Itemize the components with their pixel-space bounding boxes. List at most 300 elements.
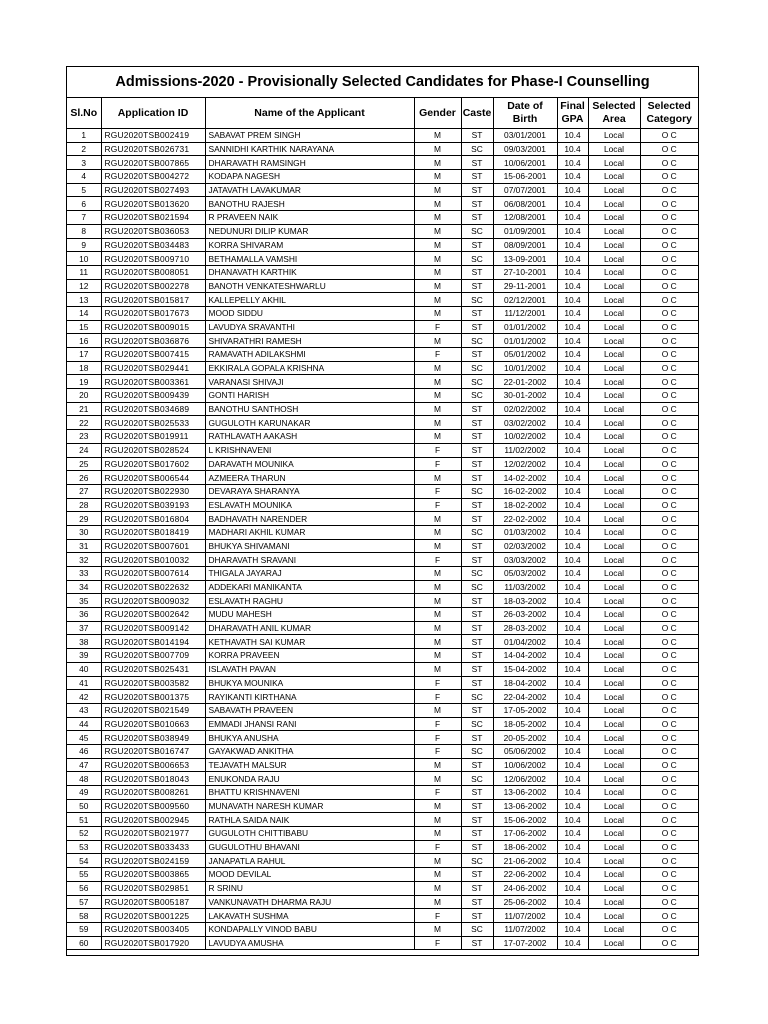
cell-date-of-birth: 17-05-2002 <box>493 703 557 717</box>
table-row <box>67 717 698 731</box>
cell-gender: M <box>414 252 461 266</box>
cell-application-id: RGU2020TSB001375 <box>101 690 205 704</box>
cell-selected-category: O C <box>640 265 698 279</box>
cell-selected-area: Local <box>588 457 640 471</box>
cell-slno: 46 <box>67 744 101 758</box>
cell-selected-category: O C <box>640 129 698 143</box>
cell-applicant-name: R PRAVEEN NAIK <box>205 211 414 225</box>
cell-applicant-name: EMMADI JHANSI RANI <box>205 717 414 731</box>
cell-selected-category: O C <box>640 690 698 704</box>
cell-selected-area: Local <box>588 827 640 841</box>
cell-selected-area: Local <box>588 676 640 690</box>
cell-gender: M <box>414 430 461 444</box>
cell-selected-category: O C <box>640 306 698 320</box>
cell-final-gpa: 10.4 <box>557 197 588 211</box>
cell-slno: 6 <box>67 197 101 211</box>
table-row <box>67 484 698 498</box>
cell-selected-area: Local <box>588 197 640 211</box>
cell-gender: F <box>414 348 461 362</box>
cell-applicant-name: BANOTH VENKATESHWARLU <box>205 279 414 293</box>
cell-selected-category: O C <box>640 786 698 800</box>
cell-gender: M <box>414 813 461 827</box>
cell-applicant-name: ISLAVATH PAVAN <box>205 662 414 676</box>
table-row <box>67 389 698 403</box>
cell-caste: ST <box>461 895 493 909</box>
cell-caste: SC <box>461 854 493 868</box>
cell-selected-category: O C <box>640 375 698 389</box>
cell-selected-category: O C <box>640 279 698 293</box>
cell-selected-area: Local <box>588 183 640 197</box>
cell-selected-area: Local <box>588 224 640 238</box>
cell-application-id: RGU2020TSB029441 <box>101 361 205 375</box>
cell-applicant-name: BHATTU KRISHNAVENI <box>205 786 414 800</box>
cell-date-of-birth: 29-11-2001 <box>493 279 557 293</box>
cell-caste: SC <box>461 389 493 403</box>
table-row <box>67 799 698 813</box>
cell-slno: 60 <box>67 936 101 950</box>
cell-applicant-name: GUGULOTHU BHAVANI <box>205 840 414 854</box>
cell-final-gpa: 10.4 <box>557 211 588 225</box>
cell-final-gpa: 10.4 <box>557 758 588 772</box>
cell-applicant-name: SANNIDHI KARTHIK NARAYANA <box>205 142 414 156</box>
cell-date-of-birth: 06/08/2001 <box>493 197 557 211</box>
cell-final-gpa: 10.4 <box>557 662 588 676</box>
table-row <box>67 662 698 676</box>
cell-caste: ST <box>461 457 493 471</box>
cell-gender: M <box>414 868 461 882</box>
cell-date-of-birth: 28-03-2002 <box>493 621 557 635</box>
cell-caste: ST <box>461 799 493 813</box>
cell-selected-area: Local <box>588 402 640 416</box>
cell-application-id: RGU2020TSB028524 <box>101 443 205 457</box>
cell-final-gpa: 10.4 <box>557 567 588 581</box>
cell-gender: M <box>414 758 461 772</box>
cell-caste: ST <box>461 129 493 143</box>
cell-application-id: RGU2020TSB009142 <box>101 621 205 635</box>
cell-selected-area: Local <box>588 649 640 663</box>
cell-applicant-name: MOOD SIDDU <box>205 306 414 320</box>
cell-date-of-birth: 11/07/2002 <box>493 922 557 936</box>
cell-caste: ST <box>461 402 493 416</box>
cell-caste: ST <box>461 840 493 854</box>
cell-gender: M <box>414 567 461 581</box>
table-row <box>67 156 698 170</box>
cell-selected-category: O C <box>640 772 698 786</box>
cell-caste: SC <box>461 142 493 156</box>
cell-applicant-name: ESLAVATH RAGHU <box>205 594 414 608</box>
cell-slno: 34 <box>67 580 101 594</box>
cell-slno: 4 <box>67 170 101 184</box>
cell-applicant-name: EKKIRALA GOPALA KRISHNA <box>205 361 414 375</box>
cell-selected-category: O C <box>640 320 698 334</box>
cell-gender: M <box>414 895 461 909</box>
cell-caste: ST <box>461 170 493 184</box>
cell-gender: F <box>414 320 461 334</box>
cell-gender: M <box>414 197 461 211</box>
cell-slno: 13 <box>67 293 101 307</box>
cell-applicant-name: DHANAVATH KARTHIK <box>205 265 414 279</box>
table-row <box>67 594 698 608</box>
cell-final-gpa: 10.4 <box>557 156 588 170</box>
cell-date-of-birth: 22-06-2002 <box>493 868 557 882</box>
cell-final-gpa: 10.4 <box>557 252 588 266</box>
cell-applicant-name: AZMEERA THARUN <box>205 471 414 485</box>
table-row <box>67 471 698 485</box>
cell-caste: ST <box>461 621 493 635</box>
cell-selected-area: Local <box>588 471 640 485</box>
cell-selected-category: O C <box>640 567 698 581</box>
cell-selected-area: Local <box>588 293 640 307</box>
cell-application-id: RGU2020TSB003405 <box>101 922 205 936</box>
table-row <box>67 320 698 334</box>
cell-date-of-birth: 03/01/2001 <box>493 129 557 143</box>
cell-application-id: RGU2020TSB001225 <box>101 909 205 923</box>
cell-application-id: RGU2020TSB017602 <box>101 457 205 471</box>
cell-application-id: RGU2020TSB017920 <box>101 936 205 950</box>
cell-selected-category: O C <box>640 416 698 430</box>
cell-selected-category: O C <box>640 895 698 909</box>
cell-selected-category: O C <box>640 224 698 238</box>
cell-date-of-birth: 08/09/2001 <box>493 238 557 252</box>
cell-slno: 50 <box>67 799 101 813</box>
cell-gender: M <box>414 156 461 170</box>
cell-applicant-name: LAVUDYA SRAVANTHI <box>205 320 414 334</box>
header-selected-category: Selected Category <box>640 98 698 129</box>
cell-applicant-name: KETHAVATH SAI KUMAR <box>205 635 414 649</box>
header-caste: Caste <box>461 98 493 129</box>
cell-date-of-birth: 11/03/2002 <box>493 580 557 594</box>
cell-application-id: RGU2020TSB010663 <box>101 717 205 731</box>
cell-selected-category: O C <box>640 553 698 567</box>
cell-slno: 24 <box>67 443 101 457</box>
cell-application-id: RGU2020TSB009439 <box>101 389 205 403</box>
cell-final-gpa: 10.4 <box>557 580 588 594</box>
cell-date-of-birth: 11/12/2001 <box>493 306 557 320</box>
cell-application-id: RGU2020TSB018419 <box>101 525 205 539</box>
table-row <box>67 238 698 252</box>
cell-selected-area: Local <box>588 525 640 539</box>
table-row <box>67 183 698 197</box>
table-row <box>67 840 698 854</box>
cell-applicant-name: GONTI HARISH <box>205 389 414 403</box>
cell-slno: 17 <box>67 348 101 362</box>
cell-selected-area: Local <box>588 484 640 498</box>
cell-selected-area: Local <box>588 567 640 581</box>
cell-selected-area: Local <box>588 922 640 936</box>
cell-application-id: RGU2020TSB019911 <box>101 430 205 444</box>
cell-application-id: RGU2020TSB025533 <box>101 416 205 430</box>
cell-slno: 28 <box>67 498 101 512</box>
cell-caste: ST <box>461 703 493 717</box>
cell-applicant-name: BHUKYA ANUSHA <box>205 731 414 745</box>
table-row <box>67 690 698 704</box>
cell-selected-category: O C <box>640 813 698 827</box>
cell-caste: SC <box>461 690 493 704</box>
cell-selected-area: Local <box>588 731 640 745</box>
cell-date-of-birth: 22-01-2002 <box>493 375 557 389</box>
cell-applicant-name: ENUKONDA RAJU <box>205 772 414 786</box>
cell-selected-area: Local <box>588 375 640 389</box>
cell-final-gpa: 10.4 <box>557 553 588 567</box>
cell-date-of-birth: 03/02/2002 <box>493 416 557 430</box>
cell-gender: M <box>414 662 461 676</box>
cell-gender: M <box>414 649 461 663</box>
cell-slno: 45 <box>67 731 101 745</box>
cell-applicant-name: DHARAVATH RAMSINGH <box>205 156 414 170</box>
cell-applicant-name: LAVUDYA AMUSHA <box>205 936 414 950</box>
cell-final-gpa: 10.4 <box>557 594 588 608</box>
cell-final-gpa: 10.4 <box>557 416 588 430</box>
cell-selected-area: Local <box>588 320 640 334</box>
cell-selected-area: Local <box>588 690 640 704</box>
cell-final-gpa: 10.4 <box>557 279 588 293</box>
cell-application-id: RGU2020TSB016804 <box>101 512 205 526</box>
cell-application-id: RGU2020TSB004272 <box>101 170 205 184</box>
cell-application-id: RGU2020TSB022632 <box>101 580 205 594</box>
cell-application-id: RGU2020TSB039193 <box>101 498 205 512</box>
cell-application-id: RGU2020TSB024159 <box>101 854 205 868</box>
cell-gender: F <box>414 484 461 498</box>
cell-slno: 57 <box>67 895 101 909</box>
cell-date-of-birth: 13-06-2002 <box>493 786 557 800</box>
cell-date-of-birth: 10/06/2002 <box>493 758 557 772</box>
cell-selected-area: Local <box>588 334 640 348</box>
cell-applicant-name: JANAPATLA RAHUL <box>205 854 414 868</box>
cell-applicant-name: KONDAPALLY VINOD BABU <box>205 922 414 936</box>
cell-gender: F <box>414 553 461 567</box>
cell-caste: SC <box>461 580 493 594</box>
cell-caste: ST <box>461 662 493 676</box>
cell-final-gpa: 10.4 <box>557 772 588 786</box>
cell-caste: ST <box>461 649 493 663</box>
cell-slno: 18 <box>67 361 101 375</box>
cell-application-id: RGU2020TSB006653 <box>101 758 205 772</box>
cell-caste: ST <box>461 443 493 457</box>
table-row <box>67 224 698 238</box>
cell-slno: 54 <box>67 854 101 868</box>
cell-slno: 37 <box>67 621 101 635</box>
cell-slno: 35 <box>67 594 101 608</box>
cell-selected-area: Local <box>588 881 640 895</box>
cell-applicant-name: BHUKYA MOUNIKA <box>205 676 414 690</box>
cell-slno: 16 <box>67 334 101 348</box>
cell-final-gpa: 10.4 <box>557 881 588 895</box>
cell-caste: ST <box>461 881 493 895</box>
cell-gender: F <box>414 676 461 690</box>
cell-caste: ST <box>461 306 493 320</box>
cell-gender: M <box>414 827 461 841</box>
cell-final-gpa: 10.4 <box>557 320 588 334</box>
cell-final-gpa: 10.4 <box>557 402 588 416</box>
cell-date-of-birth: 02/03/2002 <box>493 539 557 553</box>
cell-gender: M <box>414 402 461 416</box>
cell-date-of-birth: 05/03/2002 <box>493 567 557 581</box>
cell-caste: ST <box>461 183 493 197</box>
cell-caste: ST <box>461 539 493 553</box>
cell-final-gpa: 10.4 <box>557 936 588 950</box>
table-row <box>67 525 698 539</box>
cell-slno: 52 <box>67 827 101 841</box>
cell-date-of-birth: 24-06-2002 <box>493 881 557 895</box>
cell-gender: F <box>414 443 461 457</box>
cell-selected-area: Local <box>588 265 640 279</box>
cell-selected-area: Local <box>588 512 640 526</box>
cell-gender: F <box>414 717 461 731</box>
cell-application-id: RGU2020TSB022930 <box>101 484 205 498</box>
cell-applicant-name: SABAVAT PREM SINGH <box>205 129 414 143</box>
cell-applicant-name: RATHLA SAIDA NAIK <box>205 813 414 827</box>
cell-caste: SC <box>461 375 493 389</box>
cell-selected-category: O C <box>640 758 698 772</box>
table-row <box>67 676 698 690</box>
header-final-gpa: Final GPA <box>557 98 588 129</box>
cell-selected-category: O C <box>640 676 698 690</box>
cell-final-gpa: 10.4 <box>557 306 588 320</box>
cell-date-of-birth: 02/12/2001 <box>493 293 557 307</box>
cell-application-id: RGU2020TSB007865 <box>101 156 205 170</box>
header-gender: Gender <box>414 98 461 129</box>
table-row <box>67 895 698 909</box>
cell-caste: ST <box>461 197 493 211</box>
cell-caste: ST <box>461 320 493 334</box>
cell-selected-area: Local <box>588 539 640 553</box>
cell-final-gpa: 10.4 <box>557 430 588 444</box>
cell-applicant-name: RAYIKANTI KIRTHANA <box>205 690 414 704</box>
table-row <box>67 744 698 758</box>
cell-caste: ST <box>461 471 493 485</box>
cell-final-gpa: 10.4 <box>557 498 588 512</box>
cell-gender: M <box>414 512 461 526</box>
cell-applicant-name: VARANASI SHIVAJI <box>205 375 414 389</box>
cell-caste: SC <box>461 567 493 581</box>
cell-selected-area: Local <box>588 430 640 444</box>
table-row <box>67 498 698 512</box>
cell-selected-category: O C <box>640 868 698 882</box>
cell-caste: SC <box>461 717 493 731</box>
cell-final-gpa: 10.4 <box>557 608 588 622</box>
cell-slno: 27 <box>67 484 101 498</box>
cell-slno: 49 <box>67 786 101 800</box>
cell-slno: 42 <box>67 690 101 704</box>
cell-application-id: RGU2020TSB010032 <box>101 553 205 567</box>
cell-caste: ST <box>461 758 493 772</box>
cell-caste: ST <box>461 211 493 225</box>
cell-final-gpa: 10.4 <box>557 744 588 758</box>
cell-selected-category: O C <box>640 348 698 362</box>
cell-slno: 10 <box>67 252 101 266</box>
table-header <box>67 98 698 129</box>
cell-final-gpa: 10.4 <box>557 690 588 704</box>
header-slno: Sl.No <box>67 98 101 129</box>
table-row <box>67 827 698 841</box>
cell-gender: M <box>414 580 461 594</box>
table-row <box>67 416 698 430</box>
cell-applicant-name: THIGALA JAYARAJ <box>205 567 414 581</box>
cell-application-id: RGU2020TSB008051 <box>101 265 205 279</box>
cell-selected-category: O C <box>640 471 698 485</box>
table-row <box>67 375 698 389</box>
cell-selected-category: O C <box>640 662 698 676</box>
cell-caste: SC <box>461 484 493 498</box>
cell-caste: SC <box>461 922 493 936</box>
cell-date-of-birth: 01/04/2002 <box>493 635 557 649</box>
table-row <box>67 170 698 184</box>
cell-applicant-name: TEJAVATH MALSUR <box>205 758 414 772</box>
cell-selected-area: Local <box>588 703 640 717</box>
cell-final-gpa: 10.4 <box>557 813 588 827</box>
cell-selected-category: O C <box>640 183 698 197</box>
cell-final-gpa: 10.4 <box>557 909 588 923</box>
cell-gender: M <box>414 375 461 389</box>
cell-date-of-birth: 10/01/2002 <box>493 361 557 375</box>
cell-selected-area: Local <box>588 594 640 608</box>
cell-applicant-name: MUDU MAHESH <box>205 608 414 622</box>
cell-applicant-name: GUGULOTH CHITTIBABU <box>205 827 414 841</box>
cell-applicant-name: R SRINU <box>205 881 414 895</box>
cell-slno: 5 <box>67 183 101 197</box>
header-applicant-name: Name of the Applicant <box>205 98 414 129</box>
cell-application-id: RGU2020TSB007709 <box>101 649 205 663</box>
cell-selected-area: Local <box>588 608 640 622</box>
cell-final-gpa: 10.4 <box>557 265 588 279</box>
cell-slno: 25 <box>67 457 101 471</box>
cell-selected-category: O C <box>640 731 698 745</box>
cell-final-gpa: 10.4 <box>557 676 588 690</box>
cell-applicant-name: NEDUNURI DILIP KUMAR <box>205 224 414 238</box>
cell-slno: 23 <box>67 430 101 444</box>
cell-selected-area: Local <box>588 936 640 950</box>
table-row <box>67 758 698 772</box>
cell-gender: M <box>414 183 461 197</box>
cell-gender: F <box>414 690 461 704</box>
cell-application-id: RGU2020TSB036876 <box>101 334 205 348</box>
cell-date-of-birth: 07/07/2001 <box>493 183 557 197</box>
cell-caste: ST <box>461 416 493 430</box>
cell-gender: M <box>414 129 461 143</box>
cell-date-of-birth: 12/02/2002 <box>493 457 557 471</box>
cell-gender: M <box>414 635 461 649</box>
cell-application-id: RGU2020TSB021977 <box>101 827 205 841</box>
cell-selected-area: Local <box>588 211 640 225</box>
table-row <box>67 512 698 526</box>
cell-selected-area: Local <box>588 252 640 266</box>
cell-selected-area: Local <box>588 813 640 827</box>
cell-date-of-birth: 12/08/2001 <box>493 211 557 225</box>
cell-caste: ST <box>461 265 493 279</box>
cell-final-gpa: 10.4 <box>557 854 588 868</box>
cell-applicant-name: RAMAVATH ADILAKSHMI <box>205 348 414 362</box>
cell-selected-area: Local <box>588 238 640 252</box>
cell-date-of-birth: 01/09/2001 <box>493 224 557 238</box>
cell-application-id: RGU2020TSB021549 <box>101 703 205 717</box>
cell-slno: 51 <box>67 813 101 827</box>
cell-caste: SC <box>461 744 493 758</box>
cell-selected-category: O C <box>640 635 698 649</box>
cell-slno: 3 <box>67 156 101 170</box>
table-row <box>67 306 698 320</box>
cell-applicant-name: SHIVARATHRI RAMESH <box>205 334 414 348</box>
cell-application-id: RGU2020TSB002945 <box>101 813 205 827</box>
cell-date-of-birth: 01/03/2002 <box>493 525 557 539</box>
table-body <box>67 129 698 950</box>
cell-slno: 44 <box>67 717 101 731</box>
cell-selected-category: O C <box>640 498 698 512</box>
cell-caste: ST <box>461 936 493 950</box>
cell-selected-category: O C <box>640 389 698 403</box>
cell-caste: ST <box>461 348 493 362</box>
cell-gender: M <box>414 594 461 608</box>
cell-caste: ST <box>461 498 493 512</box>
